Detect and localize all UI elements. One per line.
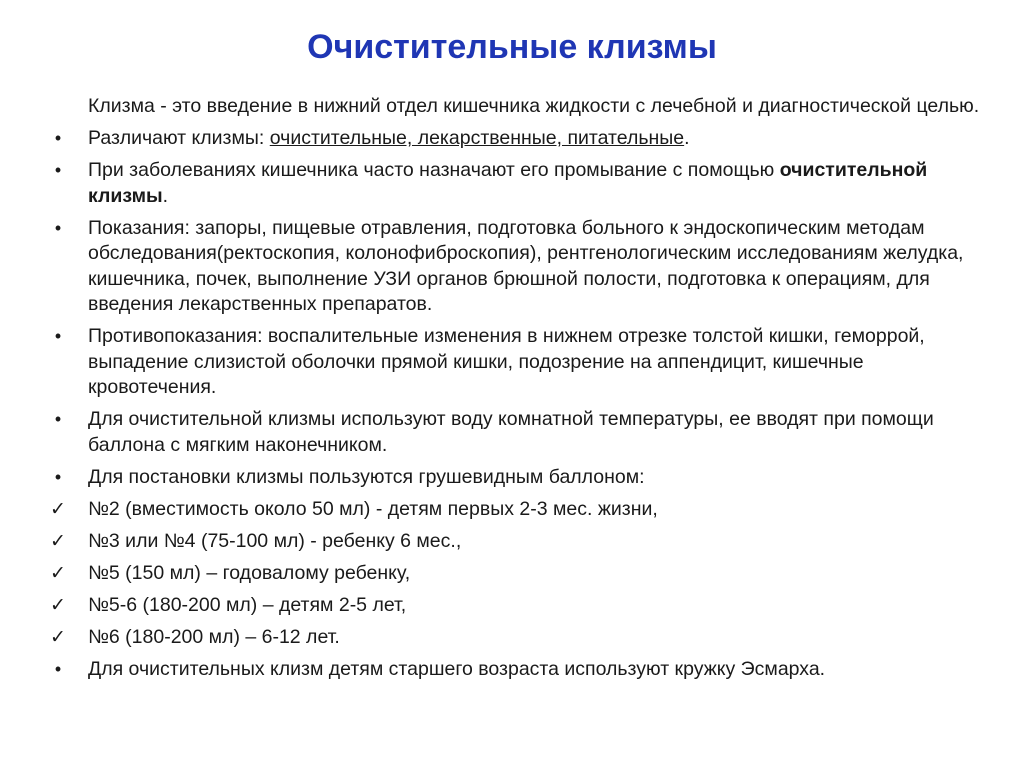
check-item-bulb-3-4 (48, 529, 988, 555)
intro-text: Клизма - это введение в нижний отдел кишечника жидкости с лечебной и диагностической целью. (88, 95, 980, 117)
list-item-lavage (48, 158, 988, 209)
bullet-icon: • (54, 128, 62, 148)
list-item-water (48, 407, 988, 458)
bullet-icon: • (54, 326, 62, 346)
slide-title: Очистительные клизмы (307, 28, 717, 66)
types-list: очистительные, лекарственные, питательные (269, 127, 685, 149)
check-item-bulb-6 (48, 625, 988, 651)
checkmark-icon: ✓ (50, 498, 66, 520)
bulb-text: №2 (вместимость около 50 мл) - детям первых 2-3 мес. жизни, (88, 497, 658, 520)
bulb-text: №3 или №4 (75-100 мл) - ребенку 6 мес., (88, 529, 462, 552)
bullet-icon: • (54, 217, 62, 238)
bullet-icon: • (54, 409, 62, 429)
intro-paragraph (48, 94, 988, 120)
list-item-bulbs-intro (48, 465, 988, 491)
checkmark-icon: ✓ (50, 562, 66, 584)
check-item-bulb-2 (48, 497, 988, 523)
bulb-text: №5 (150 мл) – годовалому ребенку, (88, 561, 411, 584)
checkmark-icon: ✓ (50, 594, 66, 616)
bulb-text: №6 (180-200 мл) – 6-12 лет. (88, 625, 340, 648)
esmarch-text: Для очистительных клизм детям старшего возраста используют кружку Эсмарха. (88, 657, 826, 680)
check-item-bulb-5 (48, 561, 988, 587)
checkmark-icon: ✓ (50, 530, 66, 552)
checkmark-icon: ✓ (50, 626, 66, 648)
bullet-icon: • (54, 658, 62, 679)
bulb-text: №5-6 (180-200 мл) – детям 2-5 лет, (88, 593, 407, 616)
check-item-bulb-5-6 (48, 593, 988, 619)
types-suffix: . (684, 127, 690, 149)
contraindications-text: Противопоказания: воспалительные изменения в нижнем отрезке толстой кишки, геморрой, выпадение слизистой оболочки прямой кишки, подозрение на аппендицит, кишечные кровотечения. (88, 325, 925, 398)
lavage-bold: очистительной клизмы (88, 159, 928, 207)
list-item-types (48, 126, 988, 152)
bullet-icon: • (54, 466, 62, 487)
bulbs-intro-text: Для постановки клизмы пользуются грушевидным баллоном: (88, 465, 645, 488)
bullet-icon: • (54, 160, 62, 180)
slide-body (48, 94, 988, 689)
lavage-prefix: При заболеваниях кишечника часто назначают его промывание с помощью (88, 159, 780, 181)
water-text: Для очистительной клизмы используют воду комнатной температуры, ее вводят при помощи баллона с мягким наконечником. (88, 408, 934, 456)
indications-text: Показания: запоры, пищевые отравления, подготовка больного к эндоскопическим методам обследования(ректоскопия, колонофиброскопия), рентгенологическим исследованиям желудка, кишечника, почек, выполнение УЗИ органов брюшной полости, подготовка к операциям, для введения лекарственных препаратов. (88, 216, 964, 315)
list-item-contraindications (48, 324, 988, 401)
lavage-suffix: . (162, 184, 169, 207)
list-item-indications (48, 216, 988, 318)
list-item-esmarch (48, 657, 988, 683)
types-prefix: Различают клизмы: (88, 127, 270, 149)
